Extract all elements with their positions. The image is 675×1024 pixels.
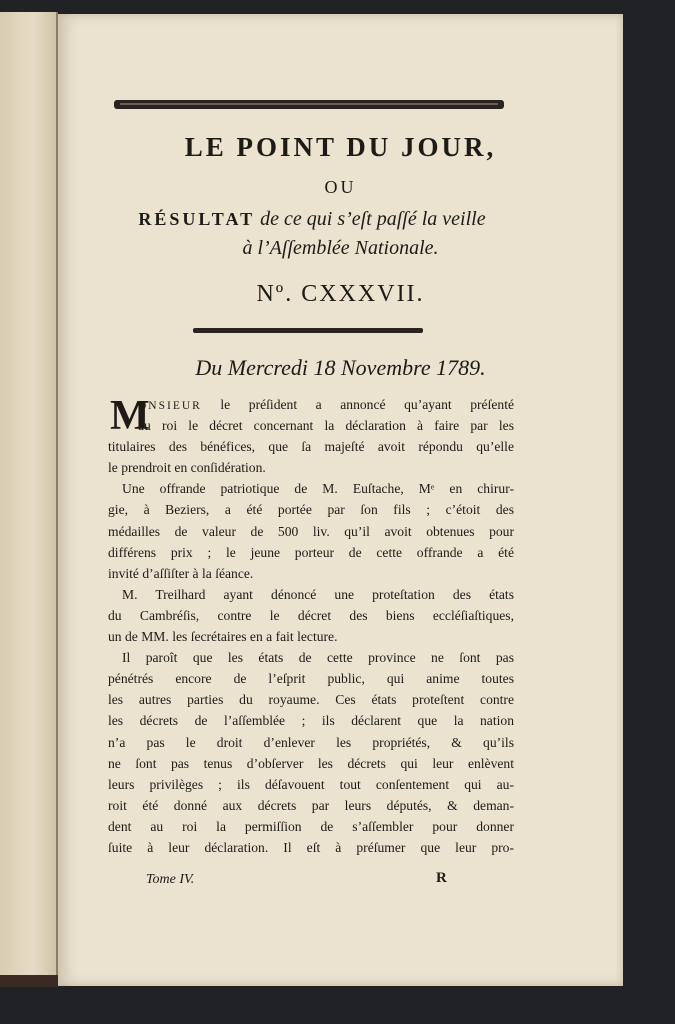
- drop-cap: M: [110, 393, 150, 439]
- top-ornamental-rule: [114, 100, 504, 109]
- body-line: au roi le décret concernant la déclaration à faire par les: [138, 418, 514, 434]
- title-conjunction: OU: [324, 177, 357, 197]
- subtitle-text: de ce qui s’eſt paſſé la veille: [255, 208, 486, 230]
- book-cover-edge: [0, 975, 58, 987]
- subtitle-caps: RÉSULTAT: [138, 209, 256, 229]
- article-body: [108, 394, 514, 858]
- dateline: Du Mercredi 18 Novembre 1789.: [195, 355, 486, 380]
- opening-small-caps: ONSIEUR: [138, 400, 202, 412]
- body-line: M. Treilhard ayant dénoncé une proteſtation des états: [122, 586, 514, 602]
- body-line: un de MM. les ſecrétaires en a fait lecture.: [108, 629, 338, 645]
- body-line: ſuite à leur déclaration. Il eſt à préſumer que leur pro-: [108, 839, 514, 855]
- issue-number: Nº. CXXXVII.: [256, 281, 425, 307]
- body-line: du Cambréſis, contre le décret des biens eccléſiaſtiques,: [108, 607, 514, 623]
- body-line: le prendroit en conſidération.: [108, 460, 266, 476]
- body-line: titulaires des bénéfices, que ſa majeſté avoit répondu qu’elle: [108, 439, 514, 455]
- body-line: les décrets de l’aſſemblée ; ils déclarent que la nation: [108, 713, 514, 729]
- body-line: [108, 394, 514, 415]
- document-page: [58, 14, 623, 986]
- body-line: leurs privilèges ; ils déſavouent tout conſentement qui au-: [108, 776, 514, 792]
- middle-rule: [193, 328, 423, 333]
- signature-mark: R: [436, 870, 447, 886]
- body-line: invité d’aſſiſter à la ſéance.: [108, 565, 254, 581]
- subtitle-line-1: [102, 208, 522, 231]
- newspaper-title: LE POINT DU JOUR,: [184, 132, 497, 162]
- body-line: pénétrés encore de l’eſprit public, qui anime toutes: [108, 671, 514, 687]
- body-line: les autres parties du royaume. Ces états proteſtent contre: [108, 692, 514, 708]
- body-line: gie, à Beziers, a été portée par ſon fils ; c’étoit des: [108, 502, 514, 518]
- body-line: Il paroît que les états de cette province ne ſont pas: [122, 650, 514, 666]
- body-line: médailles de valeur de 500 liv. qu’il avoit obtenues pour: [108, 523, 514, 539]
- body-line: Une offrande patriotique de M. Euſtache, Mᵉ en chirur-: [122, 481, 514, 497]
- volume-footer: Tome IV.: [146, 872, 195, 887]
- subtitle-line-2: à l’Aſſemblée Nationale.: [242, 237, 439, 259]
- body-line: roit été donné aux décrets par leurs députés, & deman-: [108, 797, 514, 813]
- left-page-edge: [0, 12, 58, 982]
- body-line: dent au roi la permiſſion de s’aſſembler pour donner: [108, 818, 514, 834]
- body-line: différens prix ; le jeune porteur de cette offrande a été: [108, 544, 514, 560]
- body-line: n’a pas le droit d’enlever les propriétés, & qu’ils: [108, 734, 514, 750]
- body-line: ne ſont pas tenus d’obſerver les décrets qui leur enlèvent: [108, 755, 514, 771]
- opening-text: le préſident a annoncé qu’ayant préſenté: [201, 397, 514, 412]
